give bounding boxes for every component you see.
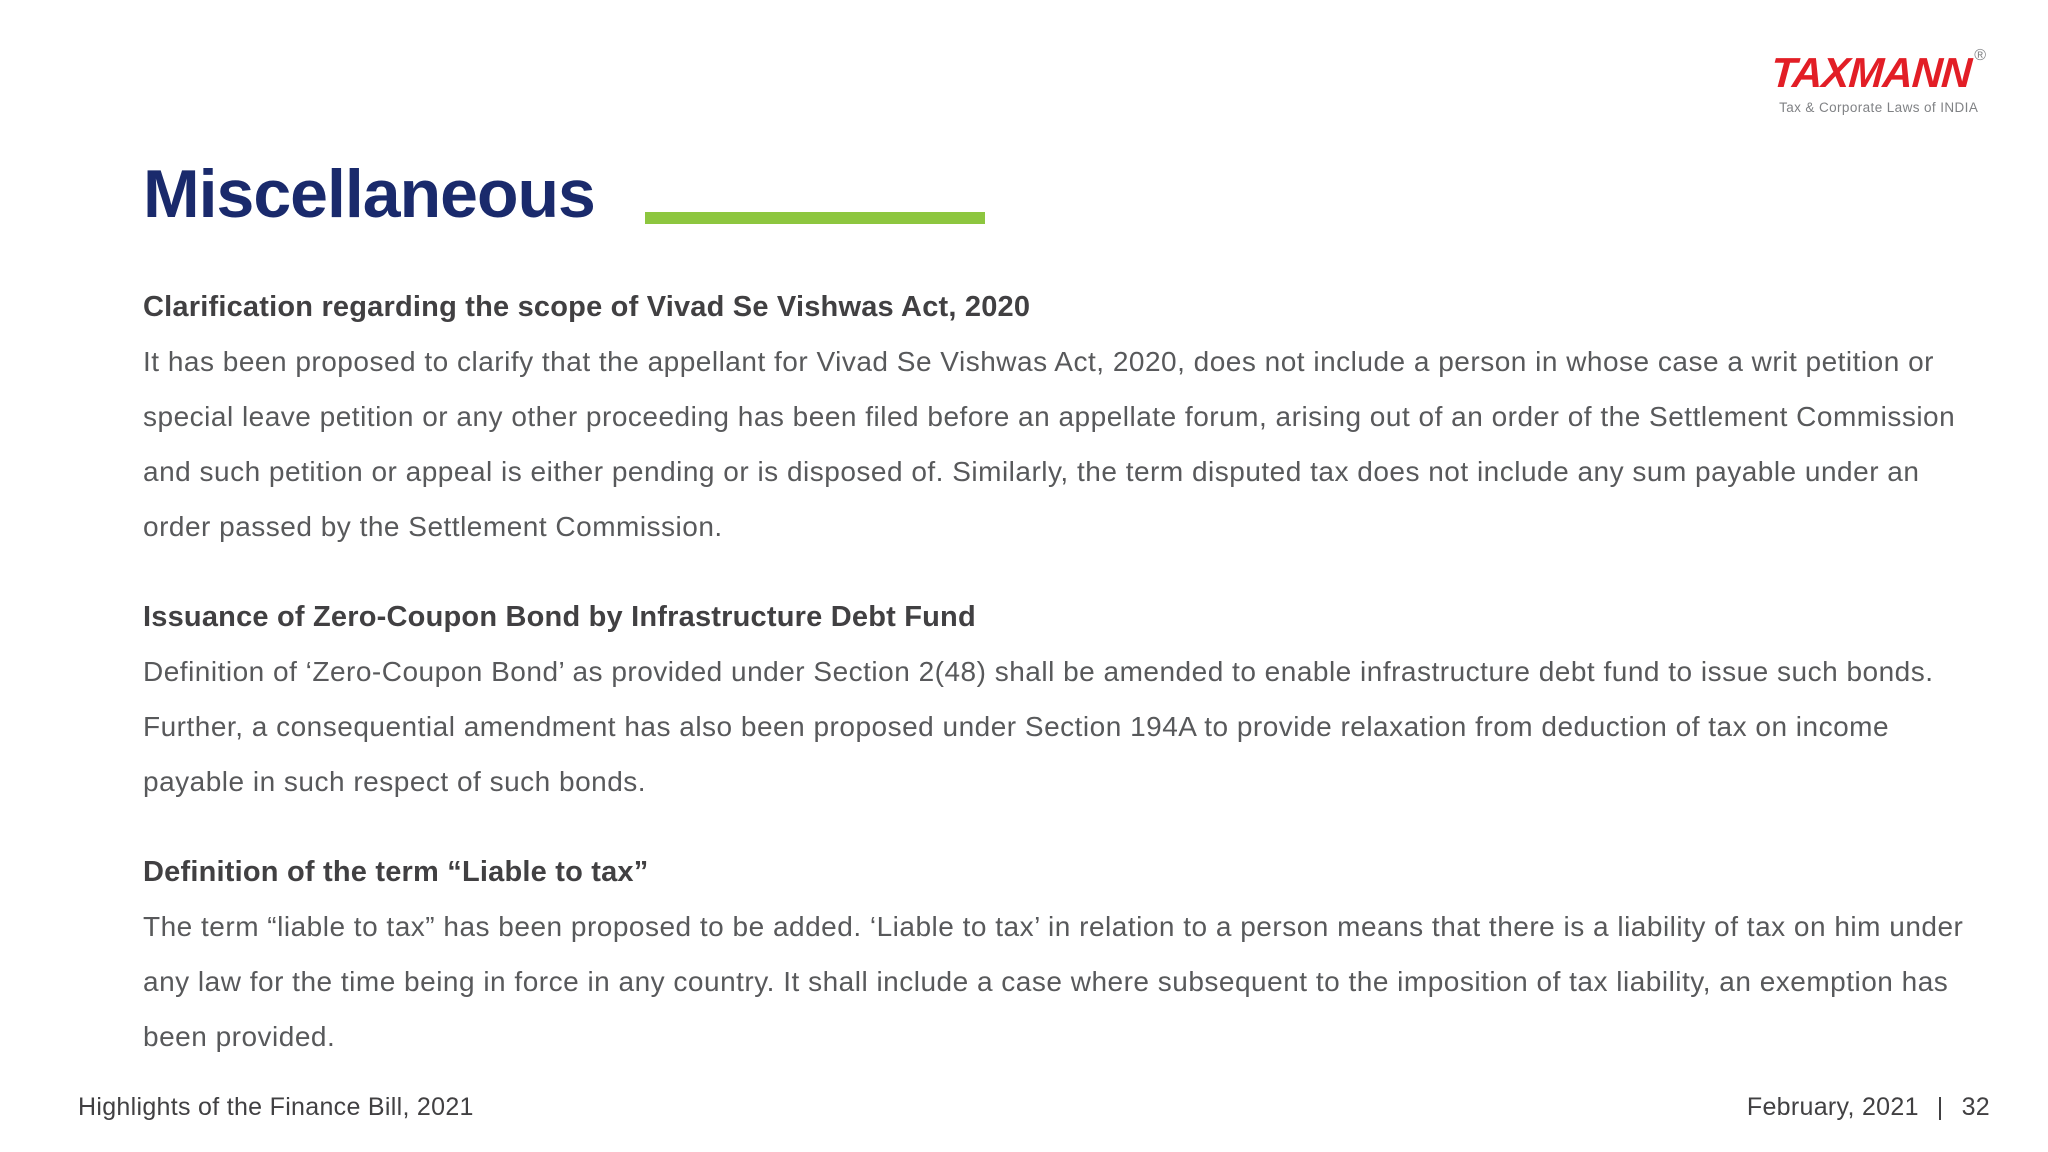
- section-heading: Issuance of Zero-Coupon Bond by Infrastructure Debt Fund: [143, 601, 976, 633]
- section-body: It has been proposed to clarify that the appellant for Vivad Se Vishwas Act, 2020, does not include a person in whose case a writ petition or special leave petition or any other proceeding has been filed before an appellate forum, arising out of an order of the Settlement Commission and such petition or appeal is either pending or is disposed of. Similarly, the term disputed tax does not include any sum payable under an order passed by the Settlement Commission.: [143, 346, 1956, 542]
- section-liable-to-tax: [143, 855, 1990, 1064]
- footer-date-page: [1747, 1093, 1990, 1122]
- section-body: Definition of ‘Zero-Coupon Bond’ as provided under Section 2(48) shall be amended to enable infrastructure debt fund to issue such bonds. Further, a consequential amendment has also been proposed under Section 194A to provide relaxation from deduction of tax on income payable in such respect of such bonds.: [143, 656, 1934, 797]
- footer-date: February, 2021: [1746, 1093, 1919, 1121]
- footer-document-title: Highlights of the Finance Bill, 2021: [78, 1093, 474, 1121]
- title-row: [143, 156, 985, 232]
- section-zero-coupon-bond: [143, 600, 1990, 809]
- slide-footer: [78, 1093, 1990, 1122]
- title-accent-line: [645, 212, 985, 224]
- footer-page-number: 32: [1961, 1093, 1990, 1121]
- page-title: Miscellaneous: [143, 156, 595, 232]
- section-vivad-se-vishwas: [143, 290, 1990, 554]
- taxmann-logo: [1769, 47, 1986, 115]
- logo-wordmark-row: [1769, 47, 1986, 96]
- logo-tagline: Tax & Corporate Laws of INDIA: [1779, 100, 1979, 115]
- section-heading: Clarification regarding the scope of Vivad Se Vishwas Act, 2020: [143, 291, 1031, 323]
- registered-trademark-icon: ®: [1974, 47, 1986, 64]
- section-heading: Definition of the term “Liable to tax”: [143, 856, 649, 888]
- slide-content: [143, 290, 1990, 1064]
- section-body: The term “liable to tax” has been proposed to be added. ‘Liable to tax’ in relation to a person means that there is a liability of tax on him under any law for the time being in force in any country. It shall include a case where subsequent to the imposition of tax liability, an exemption has been provided.: [143, 911, 1964, 1052]
- footer-separator: |: [1936, 1093, 1944, 1121]
- taxmann-wordmark: TAXMANN: [1769, 49, 1973, 96]
